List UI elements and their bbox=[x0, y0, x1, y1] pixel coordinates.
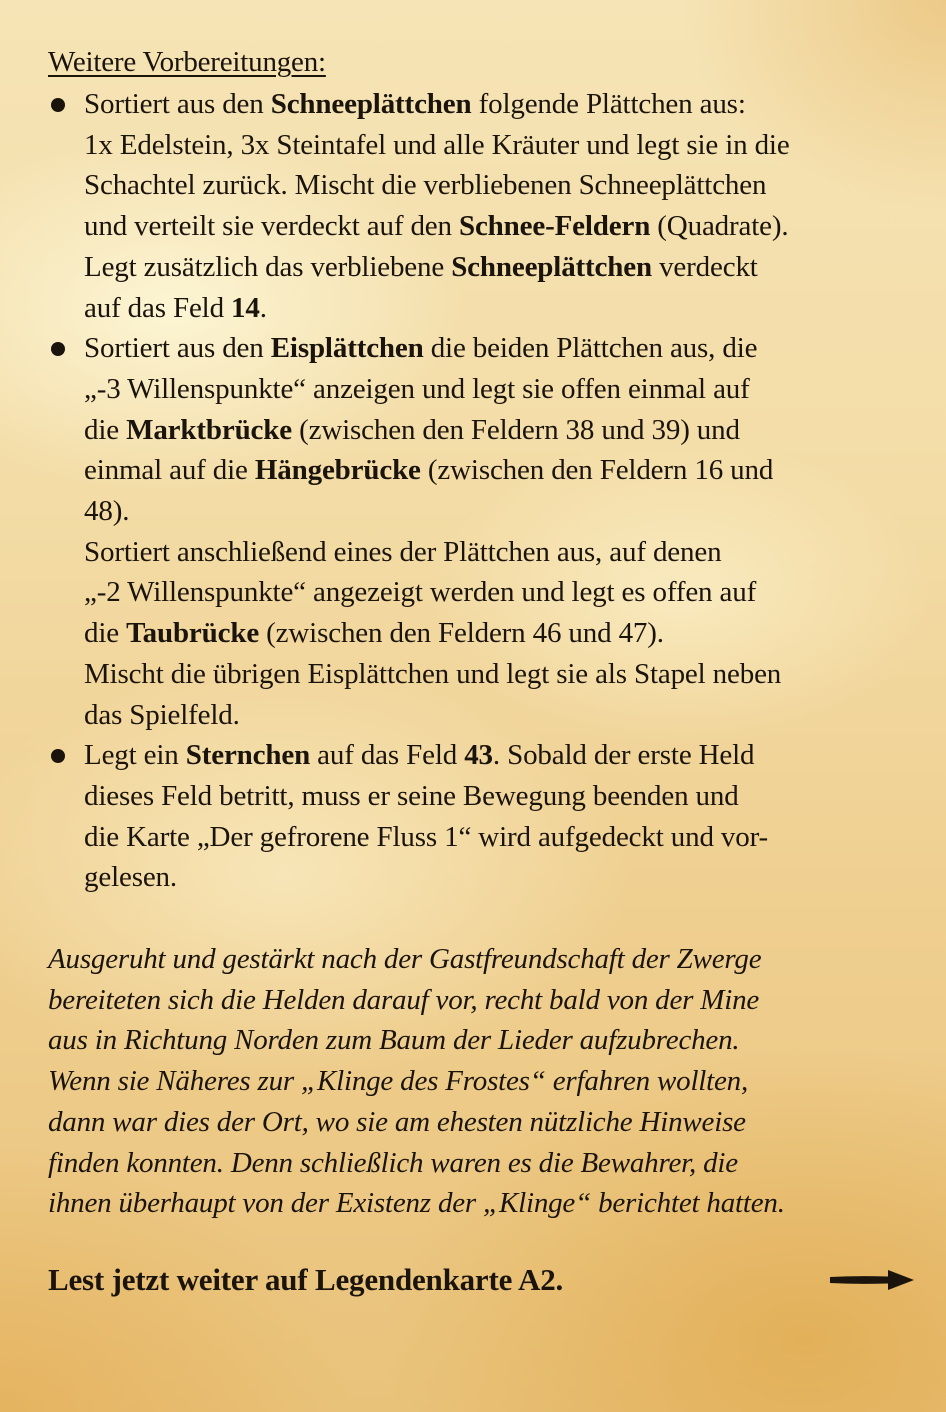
text-segment: 48). bbox=[84, 495, 130, 528]
list-item bbox=[48, 84, 928, 328]
list-item bbox=[48, 735, 928, 898]
text-line bbox=[84, 735, 928, 776]
text-segment: die bbox=[84, 413, 127, 446]
story-line: finden konnten. Denn schließlich waren es die Bewahrer, die bbox=[48, 1146, 738, 1179]
story-line: Wenn sie Näheres zur „Klinge des Frostes“ erfahren wollten, bbox=[48, 1065, 749, 1098]
text-segment: „-3 Willenspunkte“ anzeigen und legt sie offen einmal auf bbox=[84, 372, 750, 405]
text-line bbox=[84, 654, 928, 695]
text-segment: die beiden Plättchen aus, die bbox=[423, 332, 758, 365]
story-text bbox=[48, 939, 928, 1224]
text-segment: Sortiert aus den bbox=[84, 332, 271, 365]
bold-term: Hängebrücke bbox=[254, 454, 421, 487]
text-line bbox=[84, 776, 928, 817]
text-segment: verdeckt bbox=[651, 250, 758, 283]
text-segment: das Spielfeld. bbox=[84, 698, 240, 731]
story-line: ihnen überhaupt von der Existenz der „Klinge“ berichtet hatten. bbox=[48, 1187, 785, 1220]
bullet-dot-icon bbox=[51, 342, 65, 356]
story-line: dann war dies der Ort, wo sie am ehesten nützliche Hinweise bbox=[48, 1105, 746, 1138]
text-segment: auf das Feld bbox=[84, 291, 232, 324]
bold-term: Marktbrücke bbox=[126, 413, 292, 446]
bullet-dot-icon bbox=[51, 98, 65, 112]
bold-term: Sternchen bbox=[185, 739, 311, 772]
text-line bbox=[84, 206, 928, 247]
text-segment: 1x Edelstein, 3x Steintafel und alle Kräuter und legt sie in die bbox=[84, 128, 790, 161]
text-line bbox=[84, 165, 928, 206]
text-line bbox=[84, 613, 928, 654]
text-segment: (zwischen den Feldern 16 und bbox=[420, 454, 774, 487]
text-segment: und verteilt sie verdeckt auf den bbox=[84, 210, 459, 243]
bold-term: Schneeplättchen bbox=[451, 250, 652, 283]
text-segment: die bbox=[84, 617, 127, 650]
bold-term: Taubrücke bbox=[126, 617, 260, 650]
bold-term: Schneeplättchen bbox=[270, 88, 472, 120]
text-segment: Legt ein bbox=[84, 739, 186, 772]
right-arrow-icon bbox=[828, 1266, 916, 1294]
list-item bbox=[48, 328, 928, 735]
text-segment: auf das Feld bbox=[310, 739, 465, 772]
text-segment: Schachtel zurück. Mischt die verbliebenen Schneeplättchen bbox=[84, 169, 767, 202]
continue-instruction: Lest jetzt weiter auf Legendenkarte A2. bbox=[48, 1262, 564, 1297]
bold-term: 14 bbox=[231, 291, 260, 324]
text-segment: (Quadrate). bbox=[650, 210, 789, 243]
story-line: Ausgeruht und gestärkt nach der Gastfreundschaft der Zwerge bbox=[48, 943, 762, 975]
text-segment: die Karte „Der gefrorene Fluss 1“ wird aufgedeckt und vor- bbox=[84, 820, 769, 853]
text-line bbox=[84, 695, 928, 736]
text-line bbox=[84, 328, 928, 369]
text-segment: gelesen. bbox=[84, 861, 178, 894]
text-line bbox=[84, 125, 928, 166]
text-line bbox=[84, 450, 928, 491]
text-line bbox=[84, 532, 928, 573]
text-segment: Sortiert anschließend eines der Plättchen aus, auf denen bbox=[84, 535, 722, 568]
text-segment: „-2 Willenspunkte“ angezeigt werden und legt es offen auf bbox=[84, 576, 757, 609]
text-line bbox=[84, 817, 928, 858]
text-segment: Legt zusätzlich das verbliebene bbox=[84, 250, 452, 283]
section-heading: Weitere Vorbereitungen: bbox=[48, 46, 326, 78]
bullet-dot-icon bbox=[51, 749, 65, 763]
text-line bbox=[84, 84, 928, 125]
text-line bbox=[84, 410, 928, 451]
text-segment: . bbox=[259, 291, 267, 324]
text-segment: einmal auf die bbox=[84, 454, 255, 487]
text-line bbox=[84, 572, 928, 613]
text-line bbox=[84, 369, 928, 410]
text-segment: dieses Feld betritt, muss er seine Bewegung beenden und bbox=[84, 779, 739, 812]
text-segment: Sortiert aus den bbox=[84, 88, 271, 120]
text-segment: (zwischen den Feldern 38 und 39) und bbox=[291, 413, 740, 446]
text-segment: folgende Plättchen aus: bbox=[471, 88, 746, 120]
text-line bbox=[84, 491, 928, 532]
text-segment: . Sobald der erste Held bbox=[492, 739, 755, 772]
preparation-list bbox=[48, 84, 928, 898]
text-segment: (zwischen den Feldern 46 und 47). bbox=[259, 617, 664, 650]
story-line: bereiteten sich die Helden darauf vor, recht bald von der Mine bbox=[48, 983, 760, 1016]
bold-term: 43 bbox=[464, 739, 493, 772]
story-line: aus in Richtung Norden zum Baum der Lieder aufzubrechen. bbox=[48, 1024, 740, 1057]
bold-term: Schnee-Feldern bbox=[458, 210, 651, 243]
bold-term: Eisplättchen bbox=[270, 332, 424, 365]
text-line bbox=[84, 247, 928, 288]
text-line bbox=[84, 288, 928, 329]
text-line bbox=[84, 857, 928, 898]
text-segment: Mischt die übrigen Eisplättchen und legt sie als Stapel neben bbox=[84, 657, 782, 690]
